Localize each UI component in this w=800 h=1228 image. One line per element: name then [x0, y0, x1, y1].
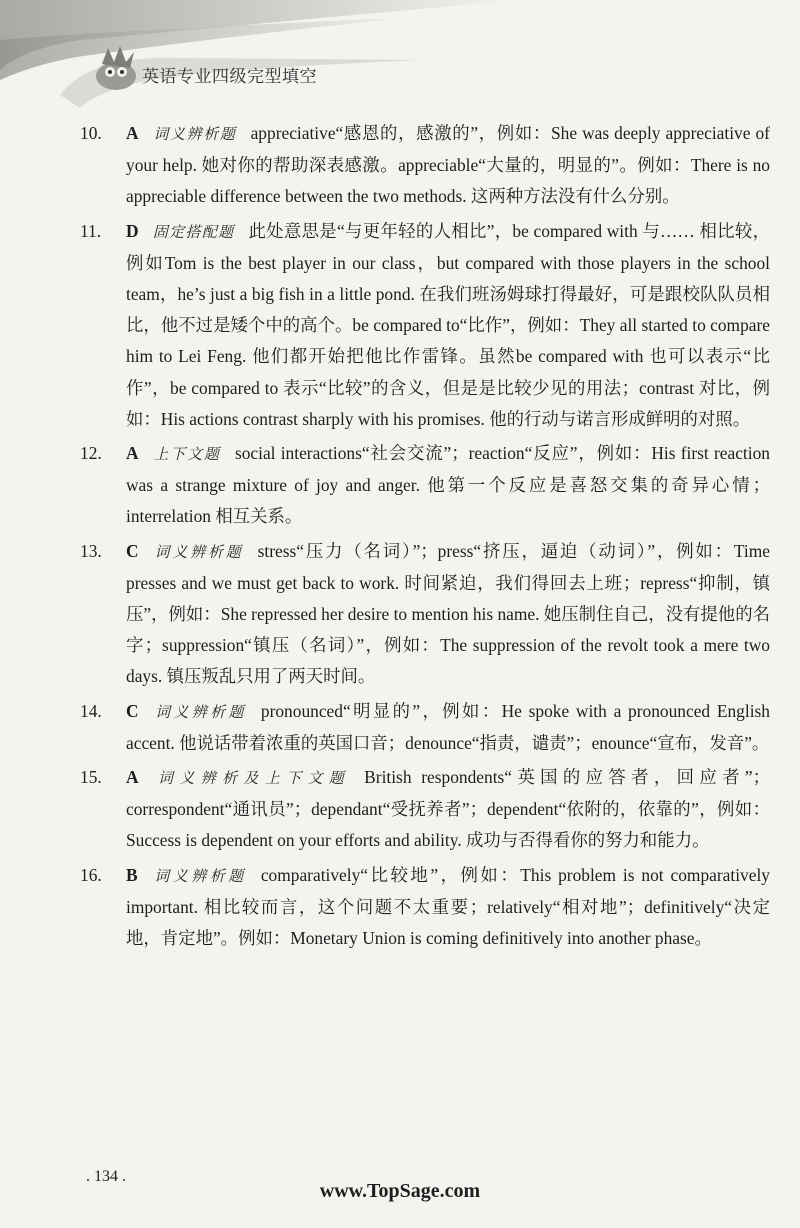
item-type: 词义辨析题 [152, 542, 244, 561]
item-number: 14. [80, 700, 102, 721]
item-type: 词义辨析题 [152, 125, 237, 143]
item-type: 词义辨析及上下文题 [152, 769, 351, 788]
answer-list [80, 118, 770, 957]
item-number: 15. [80, 767, 102, 788]
item-answer: A [126, 767, 139, 788]
answer-item-10 [80, 118, 770, 213]
answer-item-15 [80, 762, 770, 857]
item-number: 10. [80, 123, 102, 143]
item-number: 11. [80, 220, 102, 241]
item-answer: C [126, 540, 139, 561]
item-answer: D [126, 220, 139, 241]
mascot-icon [88, 44, 144, 94]
answer-item-13 [80, 536, 770, 693]
item-text: 此处意思是“与更年轻的人相比”，be compared with 与…… 相比较，例如Tom is the best player in our class，but compared with those players in the school team，he’s just a big fish in a little pond. 在我们班汤姆球打得最好，可是跟校队队员相比，他不过是矮个中的高个。be compared to“比作”，例如：They all started to compare him to Lei Feng. 他们都开始把他比作雷锋。虽然be compared with 也可以表示“比作”，be compared to 表示“比较”的含义，但是是比较少见的用法；contrast 对比，例如：His actions contrast sharply with his promises. 他的行动与诺言形成鲜明的对照。 [126, 220, 770, 429]
item-type: 词义辨析题 [151, 866, 247, 885]
item-text: appreciative“感恩的，感激的”，例如：She was deeply appreciative of your help. 她对你的帮助深表感激。appreciable“大量的，明显的”。例如：There is no appreciable difference between the two methods. 这两种方法没有什么分别。 [126, 123, 770, 207]
page-number: . 134 . [86, 1168, 126, 1185]
item-answer: B [126, 864, 138, 885]
item-number: 16. [80, 864, 102, 885]
item-answer: A [126, 443, 139, 464]
header-band [0, 0, 800, 110]
item-text: British respondents“英国的应答者，回应者”；correspondent“通讯员”；dependant“受抚养者”；dependent“依附的，依靠的”，例如：Success is dependent on your efforts and ability. 成功与否得看你的努力和能力。 [126, 767, 770, 851]
item-type: 固定搭配题 [152, 222, 235, 241]
item-number: 13. [80, 540, 102, 561]
item-answer: A [126, 123, 139, 143]
answer-item-14 [80, 696, 770, 759]
item-type: 上下文题 [152, 445, 221, 464]
item-text: stress“压力（名词）”；press“挤压，逼迫（动词）”，例如：Time presses and we must get back to work. 时间紧迫，我们得回去上班；repress“抑制，镇压”，例如：She repressed her desire to mention his name. 她压制住自己，没有提他的名字；suppression“镇压（名词）”，例如：The suppression of the revolt took a mere two days. 镇压叛乱只用了两天时间。 [126, 540, 770, 687]
answer-item-16 [80, 860, 770, 955]
answer-item-12 [80, 438, 770, 533]
item-text: comparatively“比较地”，例如：This problem is not comparatively important. 相比较而言，这个问题不太重要；relatively“相对地”；definitively“决定地，肯定地”。例如：Monetary Union is coming definitively into another phase。 [126, 864, 770, 949]
item-number: 12. [80, 443, 102, 464]
item-text: social interactions“社会交流”；reaction“反应”，例如：His first reaction was a strange mixture of joy and anger. 他第一个反应是喜怒交集的奇异心情；interrelation 相互关系。 [126, 443, 770, 527]
item-text: pronounced“明显的”，例如：He spoke with a pronounced English accent. 他说话带着浓重的英国口音；denounce“指责，谴责”；enounce“宣布，发音”。 [126, 700, 770, 753]
item-type: 词义辨析题 [152, 702, 247, 721]
item-answer: C [126, 700, 139, 721]
answer-item-11 [80, 216, 770, 435]
header-title: 英语专业四级完型填空 [142, 67, 317, 87]
footer-website: www.TopSage.com [319, 1180, 481, 1202]
